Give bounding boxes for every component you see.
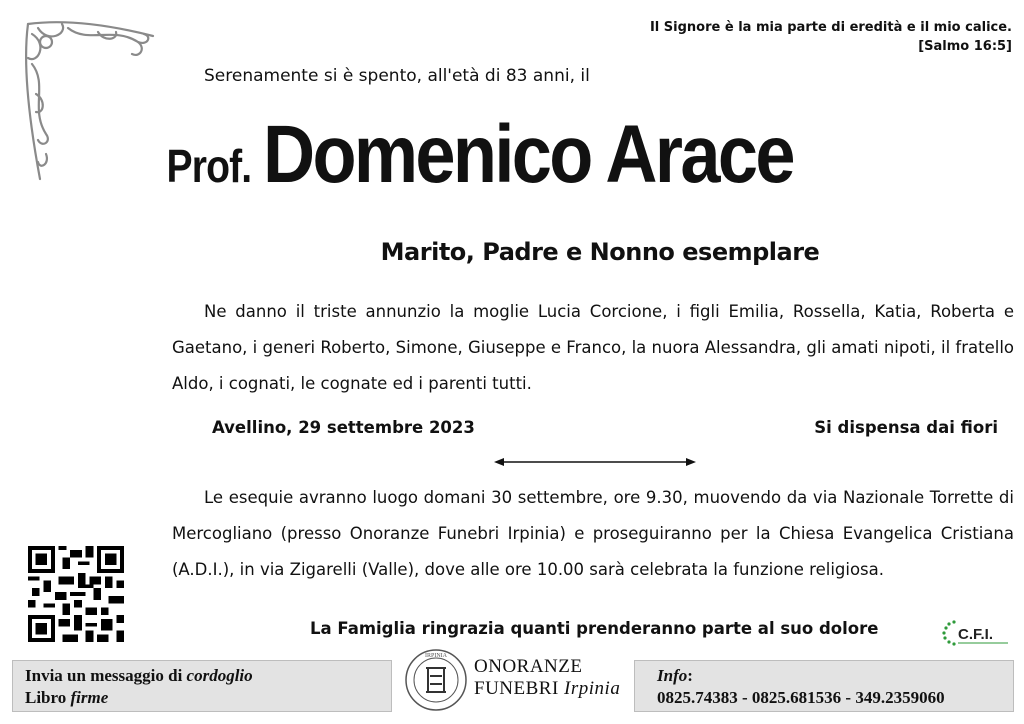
condolence-emph: cordoglio [186, 666, 253, 685]
intro-text: Serenamente si è spento, all'età di 83 anni, il [204, 66, 590, 86]
deceased-name-heading [0, 108, 1024, 202]
condolence-prefix: Invia un messaggio di [25, 666, 187, 685]
announcement-paragraph: Ne danno il triste annunzio la moglie Lucia Corcione, i figli Emilia, Rossella, Katia, Roberta e Gaetano, i generi Roberto, Simone, Giuseppe e Franco, la nuora Alessandra, gli amati nipoti, il fratello Aldo, i cognati, le cognate ed i parenti tutti. [172, 302, 1014, 393]
deceased-subtitle: Marito, Padre e Nonno esemplare [380, 238, 820, 266]
phone-numbers[interactable]: 0825.74383 - 0825.681536 - 349.2359060 [657, 688, 945, 707]
funeral-paragraph: Le esequie avranno luogo domani 30 settembre, ore 9.30, muovendo da via Nazionale Torrette di Mercogliano (presso Onoranze Funebri Irpinia) e proseguiranno per la Chiesa Evangelica Cristiana (A.D.I.), in via Zigarelli (Valle), dove alle ore 10.00 sarà celebrata la funzione religiosa. [172, 488, 1014, 579]
epigraph-quote: Il Signore è la mia parte di eredità e il mio calice. [649, 20, 1012, 35]
agency-seal-logo-icon [404, 648, 468, 712]
agency-name [474, 656, 620, 700]
epigraph-reference: [Salmo 16:5] [918, 39, 1012, 54]
agency-line2-prefix: FUNEBRI [474, 678, 565, 699]
condolence-box[interactable] [12, 660, 392, 712]
guestbook-link[interactable] [25, 687, 379, 709]
deceased-name: Domenico Arace [263, 109, 794, 200]
place-date: Avellino, 29 settembre 2023 [212, 418, 475, 437]
deceased-title: Prof. [165, 140, 251, 192]
double-arrow-icon [494, 452, 696, 472]
condolence-link[interactable] [25, 665, 379, 687]
guestbook-prefix: Libro [25, 688, 71, 707]
info-label-row [657, 665, 991, 687]
info-suffix: : [687, 666, 693, 685]
epigraph [592, 18, 1012, 56]
agency-seal-text: IRPINIA [425, 653, 447, 659]
cfi-logo-icon [940, 618, 1010, 650]
cfi-logo-text: C.F.I. [958, 626, 994, 643]
info-label: Info [657, 666, 688, 685]
agency-name-line1: ONORANZE [474, 656, 583, 677]
qr-code-icon[interactable] [28, 546, 124, 642]
info-box [634, 660, 1014, 712]
agency-name-line2 [474, 678, 620, 700]
flowers-note: Si dispensa dai fiori [814, 418, 998, 437]
family-thanks: La Famiglia ringrazia quanti prenderanno parte al suo dolore [310, 619, 879, 638]
guestbook-emph: firme [70, 688, 109, 707]
agency-line2-emph: Irpinia [564, 678, 621, 699]
